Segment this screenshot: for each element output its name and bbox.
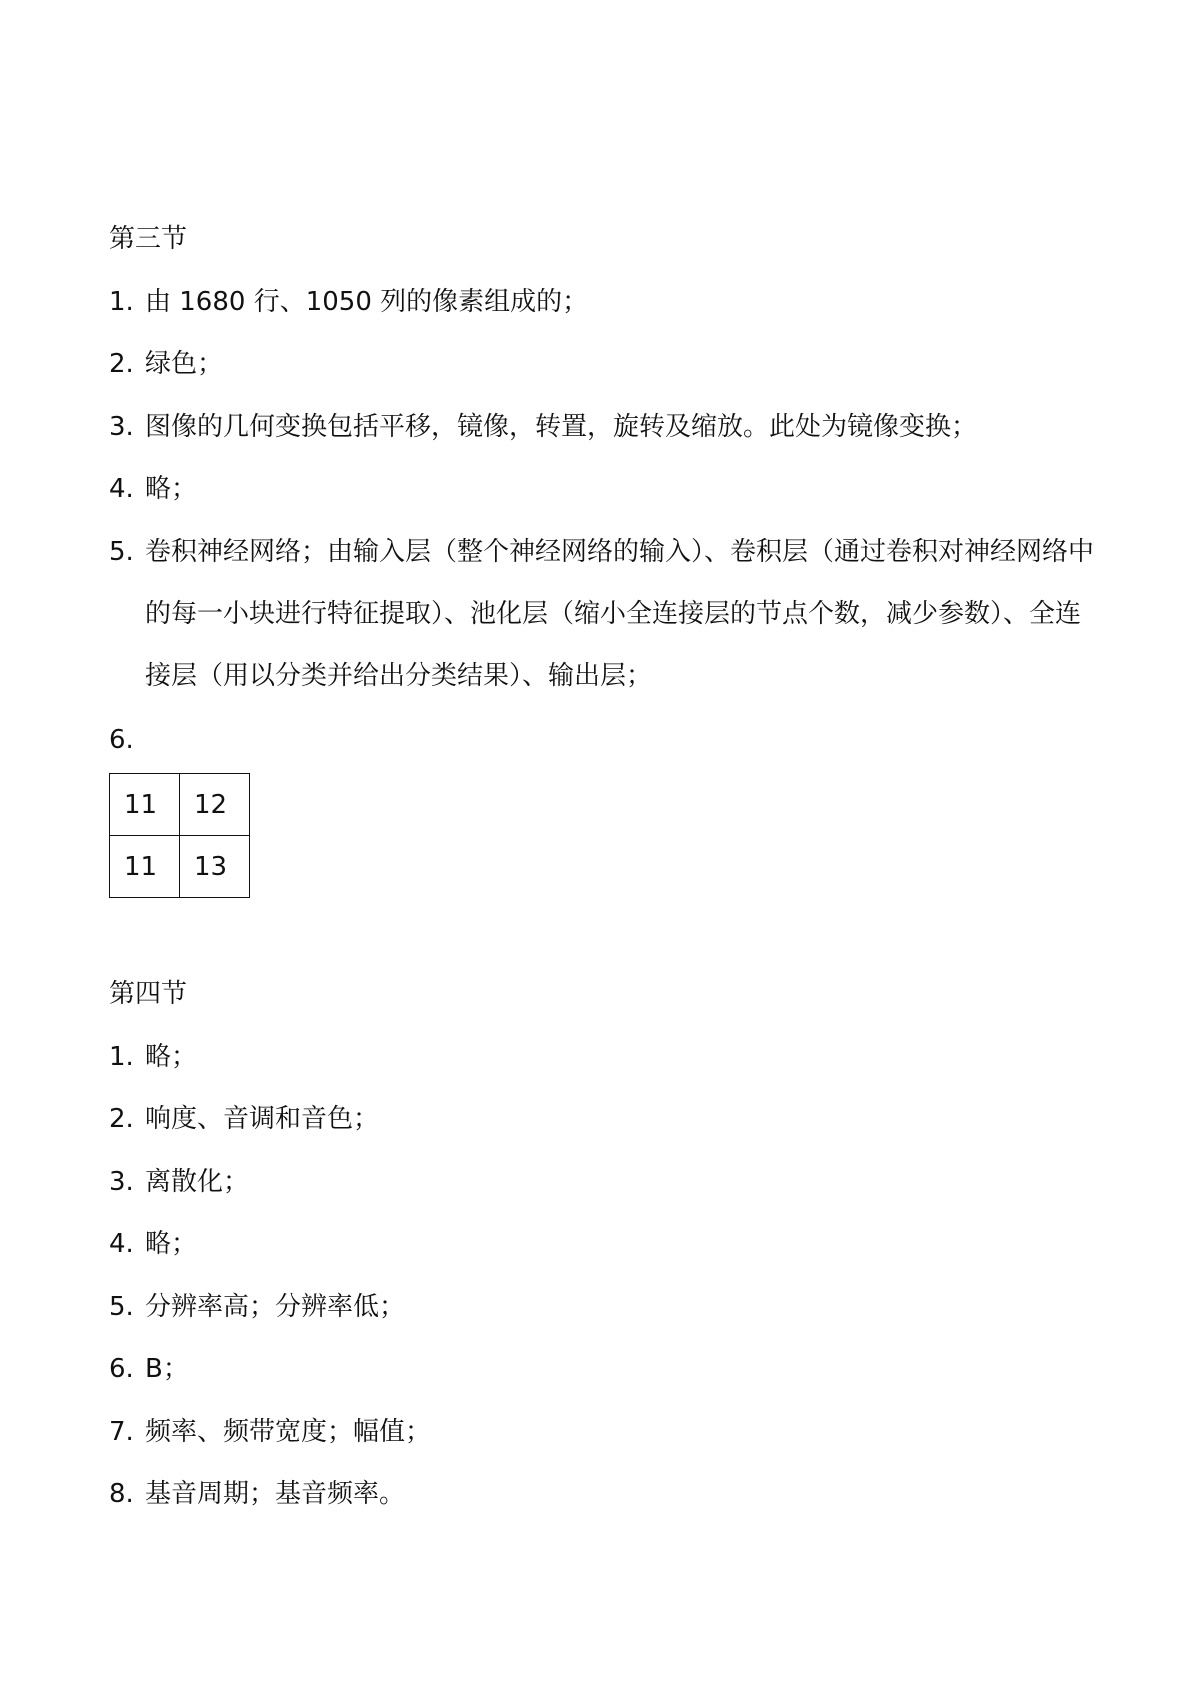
section4-item-3: [109, 1165, 1099, 1199]
item-number: 3.: [109, 1167, 134, 1197]
item-number: 5.: [109, 1292, 134, 1322]
section4-item-4: [109, 1227, 1099, 1261]
matrix-cell: 12: [180, 774, 250, 836]
section4-heading: 第四节: [109, 979, 188, 1009]
section4-item-6: [109, 1352, 1099, 1386]
item-text: 卷积神经网络；由输入层（整个神经网络的输入）、卷积层（通过卷积对神经网络中的每一小块进行特征提取）、池化层（缩小全连接层的节点个数，减少参数）、全连接层（用以分类并给出分类结果）、输出层；: [145, 537, 1095, 691]
item-number: 8.: [109, 1479, 134, 1509]
section4-item-7: [109, 1415, 1099, 1449]
item-number: 7.: [109, 1417, 134, 1447]
item-text: 离散化；: [145, 1167, 250, 1197]
item-number: 4.: [109, 474, 134, 504]
section3-item-3: [109, 410, 1099, 444]
item-number: 6.: [109, 1354, 134, 1384]
item-text: 由 1680 行、1050 列的像素组成的；: [145, 287, 589, 317]
item-text: 绿色；: [145, 349, 224, 379]
matrix-cell: 13: [180, 836, 250, 898]
item-number: 4.: [109, 1229, 134, 1259]
section3-item-2: [109, 347, 1099, 381]
item-text: [145, 723, 1099, 757]
item-text: 基音周期；基音频率。: [145, 1479, 406, 1509]
section4-item-1: [109, 1040, 1099, 1074]
item-number: 3.: [109, 412, 134, 442]
item-text: 图像的几何变换包括平移，镜像，转置，旋转及缩放。此处为镜像变换；: [145, 412, 978, 442]
matrix-row: [110, 774, 250, 836]
item-text: B；: [145, 1354, 189, 1384]
item-text: 分辨率高；分辨率低；: [145, 1292, 406, 1322]
item-number: 6.: [109, 725, 134, 755]
item-number: 1.: [109, 287, 134, 317]
section3-item-1: [109, 285, 1099, 319]
matrix-cell: 11: [110, 836, 180, 898]
section4-item-8: [109, 1477, 1099, 1511]
matrix-table: [109, 773, 250, 898]
matrix-cell: 11: [110, 774, 180, 836]
item-text: 略；: [145, 474, 198, 504]
item-number: 1.: [109, 1042, 134, 1072]
item-text: 频率、频带宽度；幅值；: [145, 1417, 432, 1447]
section3-item-4: [109, 472, 1099, 506]
section4-item-2: [109, 1102, 1099, 1136]
item-number: 2.: [109, 1104, 134, 1134]
item-text: 响度、音调和音色；: [145, 1104, 380, 1134]
section4-item-5: [109, 1290, 1099, 1324]
section3-item-6: [109, 723, 1099, 757]
item-number: 2.: [109, 349, 134, 379]
matrix-row: [110, 836, 250, 898]
section3-item-5: [109, 535, 1099, 707]
section3-heading: 第三节: [109, 224, 188, 254]
item-text: 略；: [145, 1042, 198, 1072]
item-number: 5.: [109, 537, 134, 567]
item-text: 略；: [145, 1229, 198, 1259]
